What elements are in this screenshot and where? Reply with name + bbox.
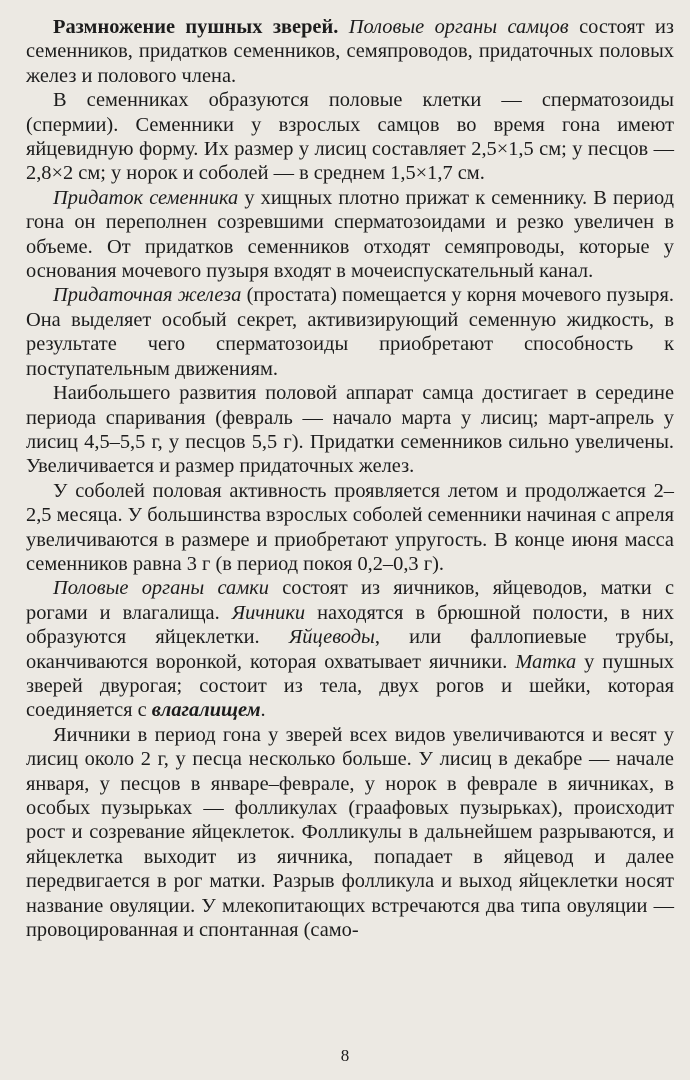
paragraph-4: Придаточная железа (простата) помещается у корня мочевого пузыря. Она выделяет особый секрет, активизирующий семенную жидкость, в результате чего сперматозоиды приобретают способность к поступательным движениям. <box>26 284 674 380</box>
term-female-organs: Половые органы самки <box>53 577 269 600</box>
paragraph-8: Яичники в период гона у зверей всех видов увеличиваются и весят у лисиц около 2 г, у песца несколько больше. У лисиц в декабре — начале января, у песцов в январе–феврале, у норок в феврале в яичниках, в особых пузырьках — фолликулах (граафовых пузырьках), происходит рост и созревание яйцеклеток. Фолликулы в дальнейшем разрываются, и яйцеклетка выходит из яичника, попадает в яйцевод и далее передвигается в рог матки. Разрыв фолликула и выход яйцеклетки носят название овуляции. У млекопитающих встречаются два типа овуляции — провоцированная и спонтанная (само- <box>26 723 674 942</box>
term-epididymis: Придаток семенника <box>53 186 239 209</box>
paragraph-7: Половые органы самки состоят из яичников, яйцеводов, матки с рогами и влагалища. Яичники находятся в брюшной полости, в них образуются яйцеклетки. Яйцеводы, или фаллопиевые трубы, оканчиваются воронкой, которая охватывает яичники. Матка у пушных зверей двурогая; состоит из тела, двух рогов и шейки, которая соединяется с влагалищем. <box>26 577 674 722</box>
term-male-organs: Половые органы самцов <box>348 16 569 38</box>
paragraph-1: Размножение пушных зверей. Половые органы самцов состоят из семенников, придатков семенников, семяпроводов, придаточных половых желез и полового члена. <box>26 16 674 87</box>
paragraph-3: Придаток семенника у хищных плотно прижат к семеннику. В период гона он переполнен созревшими сперматозоидами и резко увеличен в объеме. От придатков семенников отходят семяпроводы, которые у основания мочевого пузыря входят в мочеиспускательный канал. <box>26 186 674 283</box>
page-number: 8 <box>340 1046 350 1065</box>
term-ovaries: Яичники <box>231 601 306 624</box>
term-accessory-gland: Придаточная железа <box>53 284 242 307</box>
term-uterus: Матка <box>515 650 577 673</box>
term-vagina: влагалищем <box>151 699 261 722</box>
paragraph-2: В семенниках образуются половые клетки — сперматозоиды (спермии). Семенники у взрослых самцов во время гона имеют яйцевидную форму. Их размер у лисиц составляет 2,5×1,5 см; у песцов — 2,8×2 см; у норок и соболей — в среднем 1,5×1,7 см. <box>26 89 674 185</box>
paragraph-5: Наибольшего развития половой аппарат самца достигает в середине периода спаривания (февраль — начало марта у лисиц; март-апрель у лисиц 4,5–5,5 г, у песцов 5,5 г). Придатки семенников сильно увеличены. Увеличивается и размер придаточных желез. <box>26 382 674 478</box>
paragraph-6: У соболей половая активность проявляется летом и продолжается 2–2,5 месяца. У большинства взрослых соболей семенники начиная с апреля увеличиваются в размере и приобретают упругость. В конце июня масса семенников равна 3 г (в период покоя 0,2–0,3 г). <box>26 479 674 575</box>
page-body-text <box>26 15 674 942</box>
heading-run: Размножение пушных зверей. <box>53 16 339 38</box>
term-oviducts: Яйцеводы <box>288 626 375 649</box>
